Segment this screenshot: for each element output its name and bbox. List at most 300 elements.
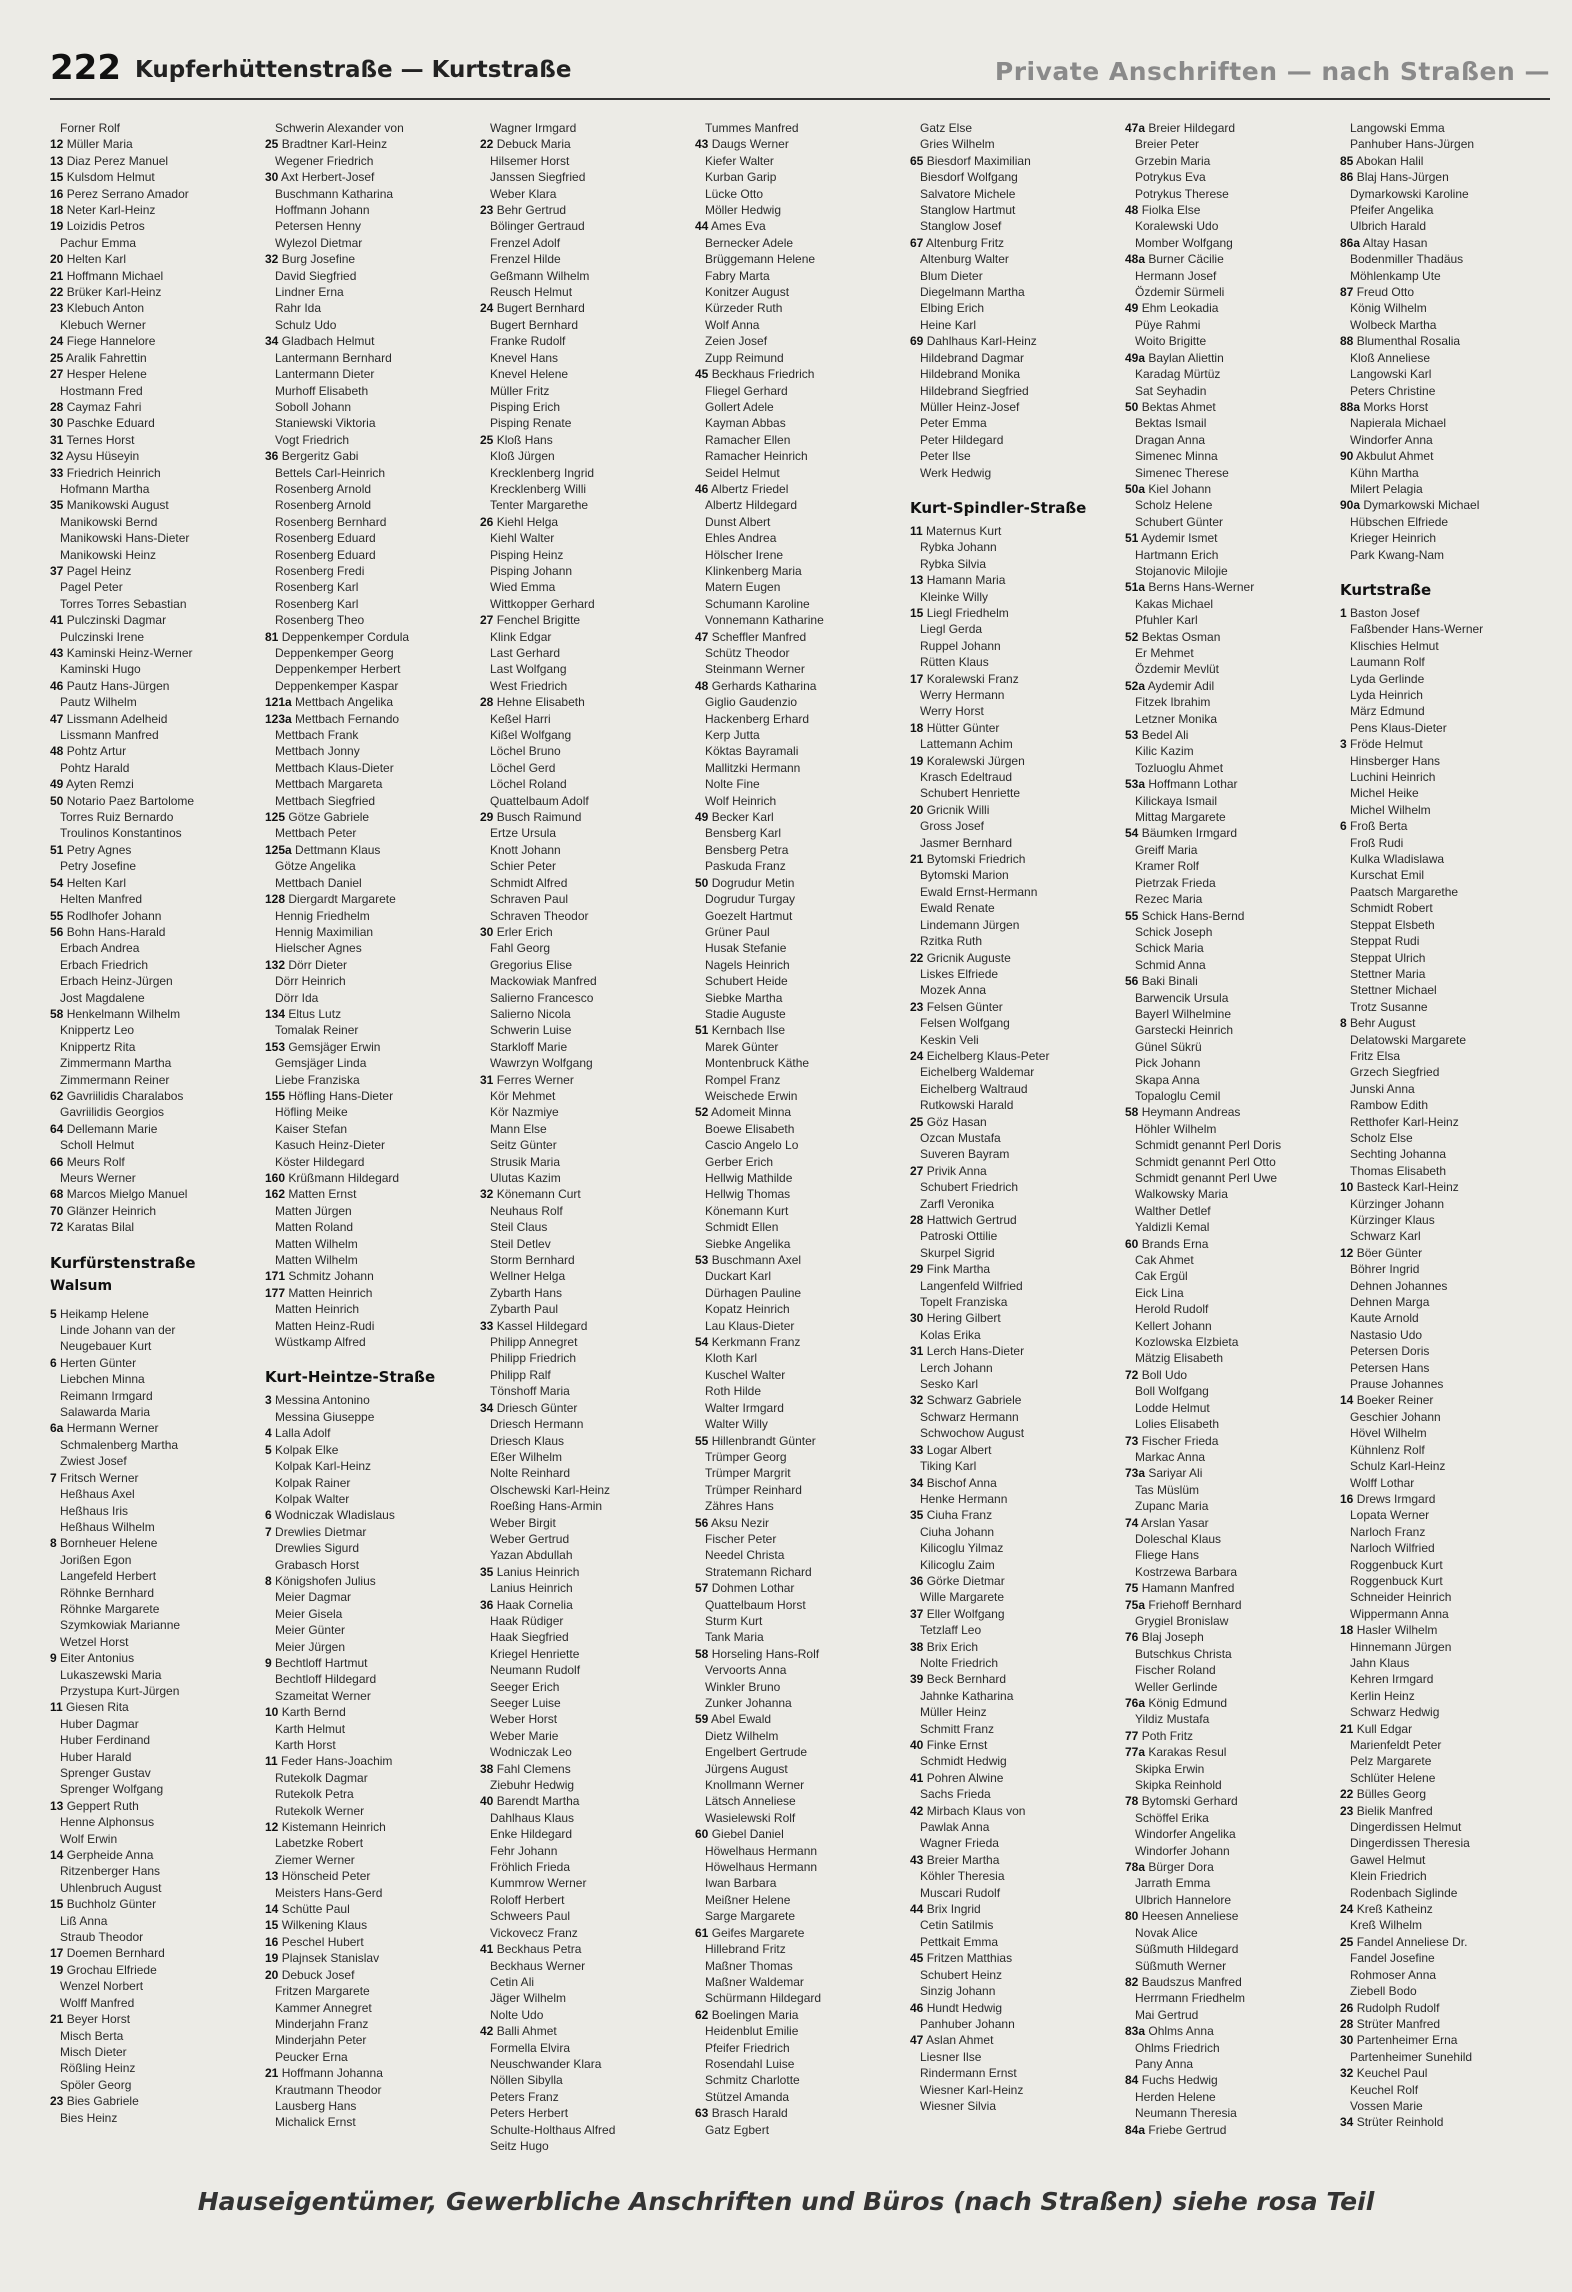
resident-name: Pautz Wilhelm bbox=[60, 695, 137, 710]
resident-name: Kull Edgar bbox=[1356, 1721, 1413, 1736]
resident-name: Hoffmann Johanna bbox=[281, 2066, 383, 2081]
resident-name: Beckhaus Friedrich bbox=[711, 367, 815, 382]
resident-entry bbox=[910, 120, 1122, 136]
resident-entry bbox=[1340, 1737, 1552, 1753]
resident-name: Trümper Reinhard bbox=[705, 1482, 802, 1497]
resident-entry bbox=[910, 950, 1122, 966]
resident-entry bbox=[1340, 1557, 1552, 1573]
resident-name: Wüstkamp Alfred bbox=[275, 1335, 366, 1350]
house-number: 41 bbox=[50, 613, 64, 628]
resident-name: Zimmermann Martha bbox=[60, 1056, 172, 1071]
resident-name: Fandel Josefine bbox=[1350, 1951, 1435, 1966]
resident-entry bbox=[265, 2114, 477, 2130]
resident-name: Kiefer Walter bbox=[705, 153, 774, 168]
resident-name: Jasmer Bernhard bbox=[920, 835, 1013, 850]
resident-name: Laumann Rolf bbox=[1350, 655, 1425, 670]
resident-name: Lerch Hans-Dieter bbox=[926, 1344, 1025, 1359]
resident-entry bbox=[1125, 1367, 1337, 1383]
house-number: 35 bbox=[480, 1564, 494, 1579]
resident-entry bbox=[910, 2082, 1122, 2098]
resident-entry bbox=[1340, 1081, 1552, 1097]
directory-column bbox=[1340, 120, 1552, 2145]
house-number: 7 bbox=[265, 1524, 272, 1539]
resident-entry bbox=[695, 1154, 907, 1170]
resident-entry bbox=[265, 432, 477, 448]
resident-entry bbox=[1340, 1114, 1552, 1130]
resident-name: Erbach Andrea bbox=[60, 941, 140, 956]
resident-name: Pisping Heinz bbox=[490, 547, 564, 562]
street-range-title: Kupferhüttenstraße — Kurtstraße bbox=[135, 57, 572, 83]
resident-entry bbox=[1125, 547, 1337, 563]
house-number: 32 bbox=[480, 1187, 494, 1202]
house-number: 46 bbox=[50, 678, 64, 693]
resident-name: Berns Hans-Werner bbox=[1148, 580, 1255, 595]
resident-entry bbox=[1340, 621, 1552, 637]
resident-entry bbox=[50, 891, 262, 907]
resident-entry bbox=[695, 284, 907, 300]
resident-entry bbox=[910, 1475, 1122, 1491]
resident-entry bbox=[1125, 284, 1337, 300]
resident-name: Meier Günter bbox=[275, 1623, 346, 1638]
resident-name: Klink Edgar bbox=[490, 629, 552, 644]
resident-name: Dogrudur Turgay bbox=[705, 892, 796, 907]
resident-name: Konitzer August bbox=[705, 285, 790, 300]
resident-entry bbox=[1340, 1540, 1552, 1556]
resident-name: Ulutas Kazim bbox=[490, 1171, 561, 1185]
resident-name: Engelbert Gertrude bbox=[705, 1745, 808, 1760]
resident-name: Gollert Adele bbox=[705, 399, 774, 414]
resident-name: Schürmann Hildegard bbox=[705, 1991, 822, 2006]
resident-entry bbox=[1340, 1491, 1552, 1507]
resident-entry bbox=[1125, 1908, 1337, 1924]
resident-entry bbox=[50, 743, 262, 759]
house-number: 46 bbox=[695, 481, 709, 496]
resident-name: Heidenblut Emilie bbox=[705, 2024, 799, 2039]
resident-name: Gerhards Katharina bbox=[711, 678, 817, 693]
resident-name: Peters Franz bbox=[490, 2089, 559, 2104]
resident-name: Brix Ingrid bbox=[926, 1902, 981, 1917]
resident-entry bbox=[1125, 2056, 1337, 2072]
resident-name: Roth Hilde bbox=[705, 1384, 762, 1399]
resident-entry bbox=[910, 851, 1122, 867]
resident-entry bbox=[480, 990, 692, 1006]
resident-entry bbox=[1340, 736, 1552, 752]
resident-name: Wiesner Silvia bbox=[920, 2098, 997, 2113]
resident-entry bbox=[480, 2072, 692, 2088]
resident-entry bbox=[695, 924, 907, 940]
resident-name: Kaiser Stefan bbox=[275, 1121, 348, 1136]
house-number: 27 bbox=[50, 367, 64, 382]
resident-name: Koralewski Jürgen bbox=[926, 753, 1025, 768]
house-number: 46 bbox=[910, 2000, 924, 2015]
resident-entry bbox=[695, 120, 907, 136]
house-number: 17 bbox=[50, 1946, 64, 1961]
resident-name: Mettbach Daniel bbox=[275, 875, 362, 890]
resident-entry bbox=[265, 136, 477, 152]
resident-entry bbox=[265, 1154, 477, 1170]
resident-name: Langowski Emma bbox=[1350, 121, 1445, 135]
resident-name: Rahr Ida bbox=[275, 301, 322, 316]
resident-entry bbox=[695, 1022, 907, 1038]
house-number: 18 bbox=[50, 203, 64, 218]
resident-entry bbox=[1125, 1531, 1337, 1547]
resident-entry bbox=[910, 900, 1122, 916]
resident-name: Brüker Karl-Heinz bbox=[66, 285, 162, 300]
resident-name: Mann Else bbox=[490, 1121, 547, 1136]
resident-name: Cak Ergül bbox=[1135, 1269, 1188, 1284]
resident-name: Skapa Anna bbox=[1135, 1072, 1200, 1087]
resident-entry bbox=[1340, 136, 1552, 152]
resident-entry bbox=[1125, 1547, 1337, 1563]
resident-name: Hofmann Martha bbox=[60, 481, 150, 496]
house-number: 13 bbox=[50, 153, 64, 168]
resident-entry bbox=[1340, 720, 1552, 736]
resident-name: Krüßmann Hildegard bbox=[288, 1171, 400, 1185]
resident-name: Steppat Rudi bbox=[1350, 934, 1420, 949]
resident-entry bbox=[1340, 1589, 1552, 1605]
resident-name: Röhnke Margarete bbox=[60, 1601, 160, 1616]
resident-name: Pietrzak Frieda bbox=[1135, 875, 1216, 890]
resident-name: Köster Hildegard bbox=[275, 1154, 365, 1169]
resident-name: Ozcan Mustafa bbox=[920, 1130, 1001, 1145]
resident-name: Fischer Roland bbox=[1135, 1663, 1216, 1678]
resident-name: Abel Ewald bbox=[711, 1712, 772, 1727]
resident-name: Lantermann Dieter bbox=[275, 367, 375, 382]
resident-entry bbox=[1340, 1967, 1552, 1983]
resident-entry bbox=[695, 1121, 907, 1137]
resident-entry bbox=[1125, 1055, 1337, 1071]
resident-name: Geifes Margarete bbox=[711, 1925, 805, 1940]
resident-name: Mettbach Angelika bbox=[295, 695, 394, 710]
resident-name: Drewlies Sigurd bbox=[275, 1541, 360, 1556]
resident-name: Maßner Waldemar bbox=[705, 1974, 804, 1989]
resident-name: Grygiel Bronislaw bbox=[1135, 1613, 1229, 1628]
house-number: 24 bbox=[1340, 1902, 1354, 1917]
resident-entry bbox=[695, 1268, 907, 1284]
house-number: 62 bbox=[695, 2007, 709, 2022]
resident-entry bbox=[910, 1081, 1122, 1097]
resident-name: Dettmann Klaus bbox=[295, 842, 381, 857]
resident-entry bbox=[50, 432, 262, 448]
resident-entry bbox=[1125, 1990, 1337, 2006]
resident-entry bbox=[1340, 1524, 1552, 1540]
resident-name: Fenchel Brigitte bbox=[496, 613, 581, 628]
resident-entry bbox=[265, 383, 477, 399]
resident-name: Ulbrich Hannelore bbox=[1135, 1892, 1232, 1907]
house-number: 43 bbox=[50, 646, 64, 660]
resident-entry bbox=[480, 1515, 692, 1531]
resident-name: Krasch Edeltraud bbox=[920, 770, 1013, 785]
resident-name: Lopata Werner bbox=[1350, 1508, 1430, 1523]
resident-entry bbox=[695, 563, 907, 579]
resident-entry bbox=[910, 769, 1122, 785]
resident-entry bbox=[695, 547, 907, 563]
resident-name: Rodenbach Siglinde bbox=[1350, 1885, 1458, 1900]
resident-entry bbox=[50, 727, 262, 743]
house-number: 37 bbox=[50, 563, 64, 578]
resident-entry bbox=[910, 2098, 1122, 2114]
resident-entry bbox=[50, 1203, 262, 1219]
resident-entry bbox=[480, 579, 692, 595]
resident-entry bbox=[480, 333, 692, 349]
resident-name: Wied Emma bbox=[490, 580, 556, 595]
street-heading: Kurtstraße bbox=[1340, 580, 1432, 599]
resident-entry bbox=[265, 202, 477, 218]
resident-entry bbox=[910, 350, 1122, 366]
resident-name: Wolf Heinrich bbox=[705, 793, 777, 808]
resident-entry bbox=[1125, 1121, 1337, 1137]
resident-entry bbox=[1125, 1515, 1337, 1531]
resident-name: Doemen Bernhard bbox=[66, 1946, 165, 1961]
resident-entry bbox=[1340, 1753, 1552, 1769]
house-number: 153 bbox=[265, 1039, 286, 1054]
resident-name: Bugert Bernhard bbox=[490, 317, 579, 332]
resident-name: Hoffmann Michael bbox=[66, 268, 164, 283]
resident-name: Needel Christa bbox=[705, 1548, 785, 1563]
resident-entry bbox=[910, 1327, 1122, 1343]
resident-entry bbox=[50, 1699, 262, 1715]
resident-name: Glänzer Heinrich bbox=[66, 1203, 157, 1218]
resident-name: Karth Horst bbox=[275, 1738, 336, 1752]
resident-name: Schick Hans-Bernd bbox=[1141, 908, 1245, 923]
resident-name: Schmidt genannt Perl Uwe bbox=[1135, 1171, 1278, 1185]
resident-name: Momber Wolfgang bbox=[1135, 235, 1233, 250]
resident-name: Cak Ahmet bbox=[1135, 1253, 1194, 1268]
resident-entry bbox=[1125, 1154, 1337, 1170]
resident-name: Boeker Reiner bbox=[1356, 1393, 1434, 1408]
resident-entry bbox=[695, 1400, 907, 1416]
resident-name: Simenec Minna bbox=[1135, 449, 1218, 464]
resident-name: Lerch Johann bbox=[920, 1360, 993, 1375]
resident-name: Sprenger Gustav bbox=[60, 1766, 151, 1780]
resident-name: Mai Gertrud bbox=[1135, 2007, 1199, 2022]
house-number: 14 bbox=[265, 1902, 279, 1917]
resident-entry bbox=[480, 1925, 692, 1941]
resident-entry bbox=[50, 825, 262, 841]
resident-entry bbox=[695, 2023, 907, 2039]
house-number: 32 bbox=[1340, 2066, 1354, 2081]
resident-name: Schubert Friedrich bbox=[920, 1180, 1019, 1195]
resident-entry bbox=[910, 1901, 1122, 1917]
resident-entry bbox=[695, 1219, 907, 1235]
resident-name: Gavriilidis Georgios bbox=[60, 1105, 165, 1120]
resident-name: Ternes Horst bbox=[66, 432, 135, 447]
resident-name: Michel Heike bbox=[1350, 786, 1419, 801]
resident-entry bbox=[1125, 793, 1337, 809]
resident-entry bbox=[695, 1186, 907, 1202]
resident-entry bbox=[480, 678, 692, 694]
resident-name: Straub Theodor bbox=[60, 1930, 144, 1945]
resident-entry bbox=[695, 1318, 907, 1334]
resident-entry bbox=[265, 530, 477, 546]
resident-name: Stojanovic Milojie bbox=[1135, 563, 1228, 578]
resident-entry bbox=[1340, 333, 1552, 349]
resident-name: Kolas Erika bbox=[920, 1327, 981, 1342]
house-number: 3 bbox=[1340, 737, 1347, 752]
resident-name: Daugs Werner bbox=[711, 137, 789, 152]
resident-entry bbox=[480, 1433, 692, 1449]
resident-entry bbox=[50, 1088, 262, 1104]
house-number: 66 bbox=[50, 1154, 64, 1169]
resident-entry bbox=[480, 1974, 692, 1990]
resident-entry bbox=[1340, 950, 1552, 966]
house-number: 86 bbox=[1340, 170, 1354, 185]
resident-entry bbox=[910, 1294, 1122, 1310]
house-number: 21 bbox=[1340, 1721, 1354, 1736]
resident-entry bbox=[695, 1547, 907, 1563]
resident-name: Philipp Ralf bbox=[490, 1367, 551, 1382]
resident-entry bbox=[1125, 1268, 1337, 1284]
resident-name: Messina Giuseppe bbox=[275, 1409, 375, 1424]
street-heading: Kurt-Heintze-Straße bbox=[265, 1368, 436, 1387]
resident-entry bbox=[910, 399, 1122, 415]
house-number: 26 bbox=[480, 514, 494, 529]
house-number: 38 bbox=[910, 1639, 924, 1654]
resident-name: Albertz Hildegard bbox=[705, 498, 798, 513]
resident-entry bbox=[480, 973, 692, 989]
resident-entry bbox=[1340, 1097, 1552, 1113]
resident-name: Heßhaus Axel bbox=[60, 1487, 135, 1502]
resident-entry bbox=[50, 284, 262, 300]
resident-entry bbox=[50, 1039, 262, 1055]
resident-entry bbox=[1340, 2082, 1552, 2098]
resident-entry bbox=[480, 2122, 692, 2138]
resident-name: Jost Magdalene bbox=[60, 990, 145, 1005]
resident-name: Schmidt Hedwig bbox=[920, 1754, 1007, 1769]
resident-name: Baki Binali bbox=[1141, 974, 1198, 989]
resident-entry bbox=[910, 1704, 1122, 1720]
resident-entry bbox=[1340, 851, 1552, 867]
resident-name: Narloch Wilfried bbox=[1350, 1541, 1435, 1556]
resident-name: Busch Raimund bbox=[496, 810, 582, 825]
resident-name: Werry Hermann bbox=[920, 688, 1005, 702]
house-number: 60 bbox=[1125, 1236, 1139, 1251]
resident-name: Eller Wolfgang bbox=[926, 1606, 1005, 1621]
resident-entry bbox=[50, 1154, 262, 1170]
resident-name: Fritzen Matthias bbox=[926, 1951, 1013, 1966]
resident-entry bbox=[695, 1662, 907, 1678]
resident-entry bbox=[910, 136, 1122, 152]
resident-entry bbox=[910, 1606, 1122, 1622]
directory-column bbox=[50, 120, 262, 2145]
resident-entry bbox=[265, 694, 477, 710]
resident-name: Hennig Maximilian bbox=[275, 924, 374, 939]
resident-entry bbox=[695, 579, 907, 595]
resident-name: Haak Cornelia bbox=[496, 1597, 573, 1612]
resident-entry bbox=[1125, 842, 1337, 858]
resident-entry bbox=[1125, 120, 1337, 136]
resident-entry bbox=[695, 842, 907, 858]
resident-name: Zupanc Maria bbox=[1135, 1499, 1209, 1514]
resident-name: Tas Müslüm bbox=[1135, 1482, 1200, 1497]
house-number: 22 bbox=[910, 950, 924, 965]
resident-entry bbox=[265, 1334, 477, 1350]
resident-name: Panhuber Hans-Jürgen bbox=[1350, 137, 1475, 152]
resident-entry bbox=[50, 940, 262, 956]
resident-entry bbox=[1125, 153, 1337, 169]
resident-entry bbox=[50, 1667, 262, 1683]
resident-entry bbox=[1340, 1196, 1552, 1212]
resident-entry bbox=[1125, 1039, 1337, 1055]
resident-name: Franke Rudolf bbox=[490, 334, 566, 349]
resident-entry bbox=[265, 743, 477, 759]
resident-name: Zybarth Hans bbox=[490, 1285, 563, 1300]
resident-entry bbox=[1125, 2023, 1337, 2039]
house-number: 45 bbox=[910, 1951, 924, 1966]
resident-entry bbox=[480, 448, 692, 464]
resident-entry bbox=[480, 1597, 692, 1613]
resident-name: Höwelhaus Hermann bbox=[705, 1860, 818, 1875]
house-number: 50 bbox=[50, 793, 64, 808]
resident-name: Jürgens August bbox=[705, 1761, 788, 1776]
resident-name: Hönscheid Peter bbox=[281, 1869, 371, 1884]
resident-name: Duckart Karl bbox=[705, 1269, 772, 1284]
resident-entry bbox=[910, 1589, 1122, 1605]
resident-name: Bürger Dora bbox=[1148, 1860, 1214, 1875]
house-number: 21 bbox=[265, 2066, 279, 2081]
resident-entry bbox=[480, 481, 692, 497]
resident-entry bbox=[910, 687, 1122, 703]
resident-name: Hehne Elisabeth bbox=[496, 695, 585, 710]
resident-name: Deppenkemper Cordula bbox=[281, 629, 410, 644]
resident-name: Wille Margarete bbox=[920, 1590, 1005, 1605]
resident-entry bbox=[1125, 333, 1337, 349]
resident-entry bbox=[1125, 875, 1337, 891]
resident-entry bbox=[480, 1334, 692, 1350]
resident-entry bbox=[265, 793, 477, 809]
house-number: 62 bbox=[50, 1088, 64, 1103]
resident-entry bbox=[480, 957, 692, 973]
resident-entry bbox=[910, 1163, 1122, 1179]
house-number: 55 bbox=[1125, 908, 1139, 923]
house-number: 33 bbox=[910, 1442, 924, 1457]
resident-name: Lau Klaus-Dieter bbox=[705, 1318, 795, 1333]
resident-entry bbox=[910, 1983, 1122, 1999]
resident-name: Kleinke Willy bbox=[920, 589, 989, 604]
resident-name: Fabry Marta bbox=[705, 268, 770, 283]
resident-name: Felsen Günter bbox=[926, 999, 1003, 1014]
resident-entry bbox=[50, 1420, 262, 1436]
resident-name: Schulte-Holthaus Alfred bbox=[490, 2122, 616, 2137]
resident-entry bbox=[695, 333, 907, 349]
resident-entry bbox=[480, 1843, 692, 1859]
resident-entry bbox=[695, 1695, 907, 1711]
resident-entry bbox=[50, 481, 262, 497]
resident-name: Weller Gerlinde bbox=[1135, 1679, 1218, 1694]
resident-name: Schubert Heide bbox=[705, 974, 788, 989]
resident-name: Lantermann Bernhard bbox=[275, 350, 392, 365]
resident-entry bbox=[265, 1236, 477, 1252]
resident-name: Möller Hedwig bbox=[705, 203, 782, 218]
resident-name: Skurpel Sigrid bbox=[920, 1245, 995, 1260]
resident-entry bbox=[265, 2049, 477, 2065]
house-number: 70 bbox=[50, 1203, 64, 1218]
resident-name: Brasch Harald bbox=[711, 2106, 788, 2121]
resident-entry bbox=[695, 645, 907, 661]
resident-entry bbox=[695, 858, 907, 874]
resident-name: Grochau Elfriede bbox=[66, 1962, 157, 1977]
resident-name: Dragan Anna bbox=[1135, 432, 1206, 447]
resident-name: Bedel Ali bbox=[1141, 728, 1189, 743]
resident-name: Akbulut Ahmet bbox=[1356, 449, 1434, 464]
house-number: 56 bbox=[50, 924, 64, 939]
resident-entry bbox=[910, 1934, 1122, 1950]
resident-entry bbox=[480, 1006, 692, 1022]
resident-entry bbox=[1125, 465, 1337, 481]
resident-name: Blum Dieter bbox=[920, 268, 983, 283]
resident-entry bbox=[695, 268, 907, 284]
resident-entry bbox=[1125, 1695, 1337, 1711]
